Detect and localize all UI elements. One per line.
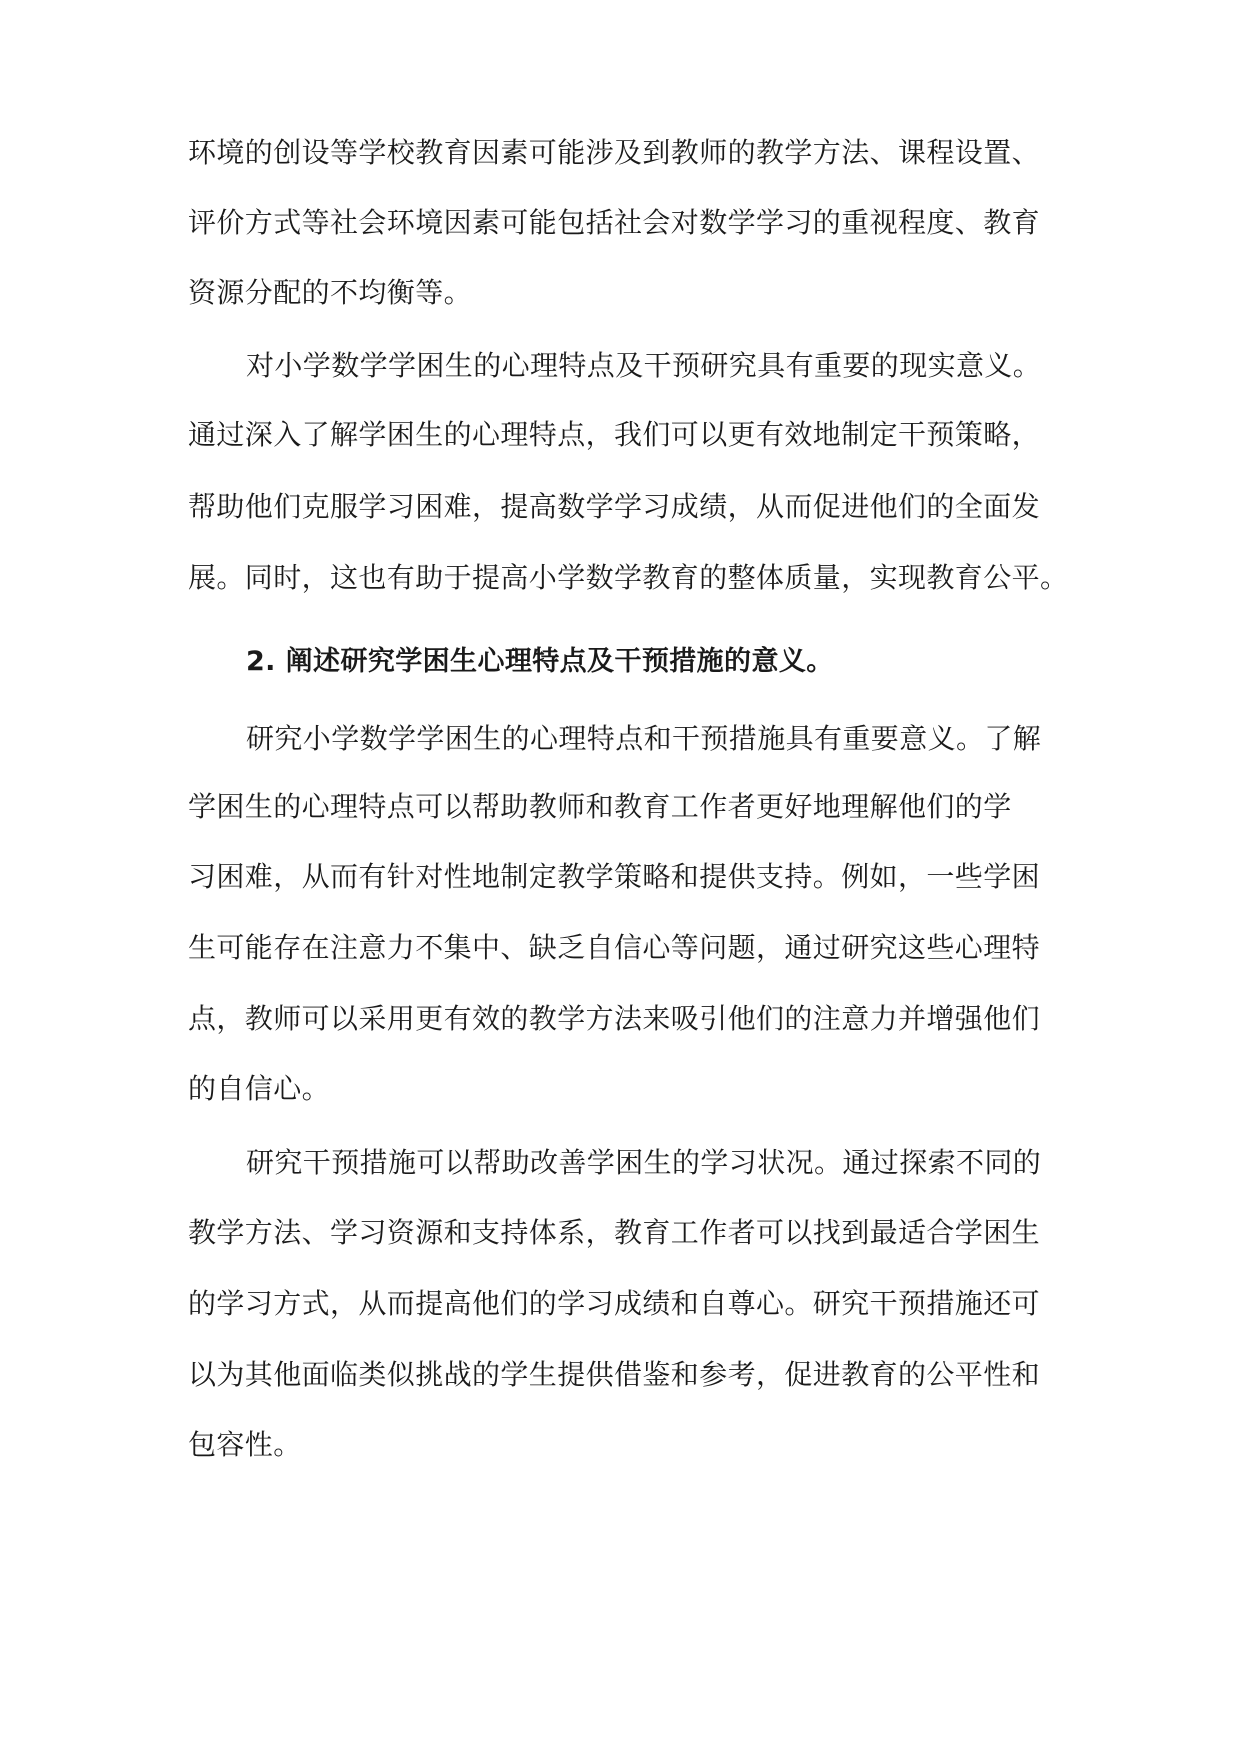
paragraph-3-line-3: 习困难，从而有针对性地制定教学策略和提供支持。例如，一些学困 (188, 860, 1041, 893)
paragraph-3-line-1: 研究小学数学学困生的心理特点和干预措施具有重要意义。了解 (246, 722, 1042, 755)
paragraph-3-line-6: 的自信心。 (188, 1072, 331, 1105)
paragraph-2-line-3: 帮助他们克服学习困难，提高数学学习成绩，从而促进他们的全面发 (188, 490, 1041, 523)
paragraph-3-line-5: 点，教师可以采用更有效的教学方法来吸引他们的注意力并增强他们 (188, 1002, 1041, 1035)
paragraph-1-line-3: 资源分配的不均衡等。 (188, 276, 473, 309)
paragraph-4-line-4: 以为其他面临类似挑战的学生提供借鉴和参考，促进教育的公平性和 (188, 1358, 1041, 1391)
paragraph-3-line-2: 学困生的心理特点可以帮助教师和教育工作者更好地理解他们的学 (188, 790, 1012, 823)
paragraph-2-line-4: 展。同时，这也有助于提高小学数学教育的整体质量，实现教育公平。 (188, 561, 1069, 594)
paragraph-2-line-1: 对小学数学学困生的心理特点及干预研究具有重要的现实意义。 (246, 349, 1042, 382)
paragraph-4-line-3: 的学习方式，从而提高他们的学习成绩和自尊心。研究干预措施还可 (188, 1287, 1041, 1320)
paragraph-4-line-1: 研究干预措施可以帮助改善学困生的学习状况。通过探索不同的 (246, 1146, 1042, 1179)
paragraph-3-line-4: 生可能存在注意力不集中、缺乏自信心等问题，通过研究这些心理特 (188, 931, 1041, 964)
paragraph-2-line-2: 通过深入了解学困生的心理特点，我们可以更有效地制定干预策略， (188, 418, 1041, 451)
paragraph-4-line-2: 教学方法、学习资源和支持体系，教育工作者可以找到最适合学困生 (188, 1216, 1041, 1249)
section-heading: 2. 阐述研究学困生心理特点及干预措施的意义。 (246, 646, 834, 677)
paragraph-4-line-5: 包容性。 (188, 1428, 302, 1461)
paragraph-1-line-2: 评价方式等社会环境因素可能包括社会对数学学习的重视程度、教育 (188, 206, 1041, 239)
paragraph-1-line-1: 环境的创设等学校教育因素可能涉及到教师的教学方法、课程设置、 (188, 136, 1041, 169)
